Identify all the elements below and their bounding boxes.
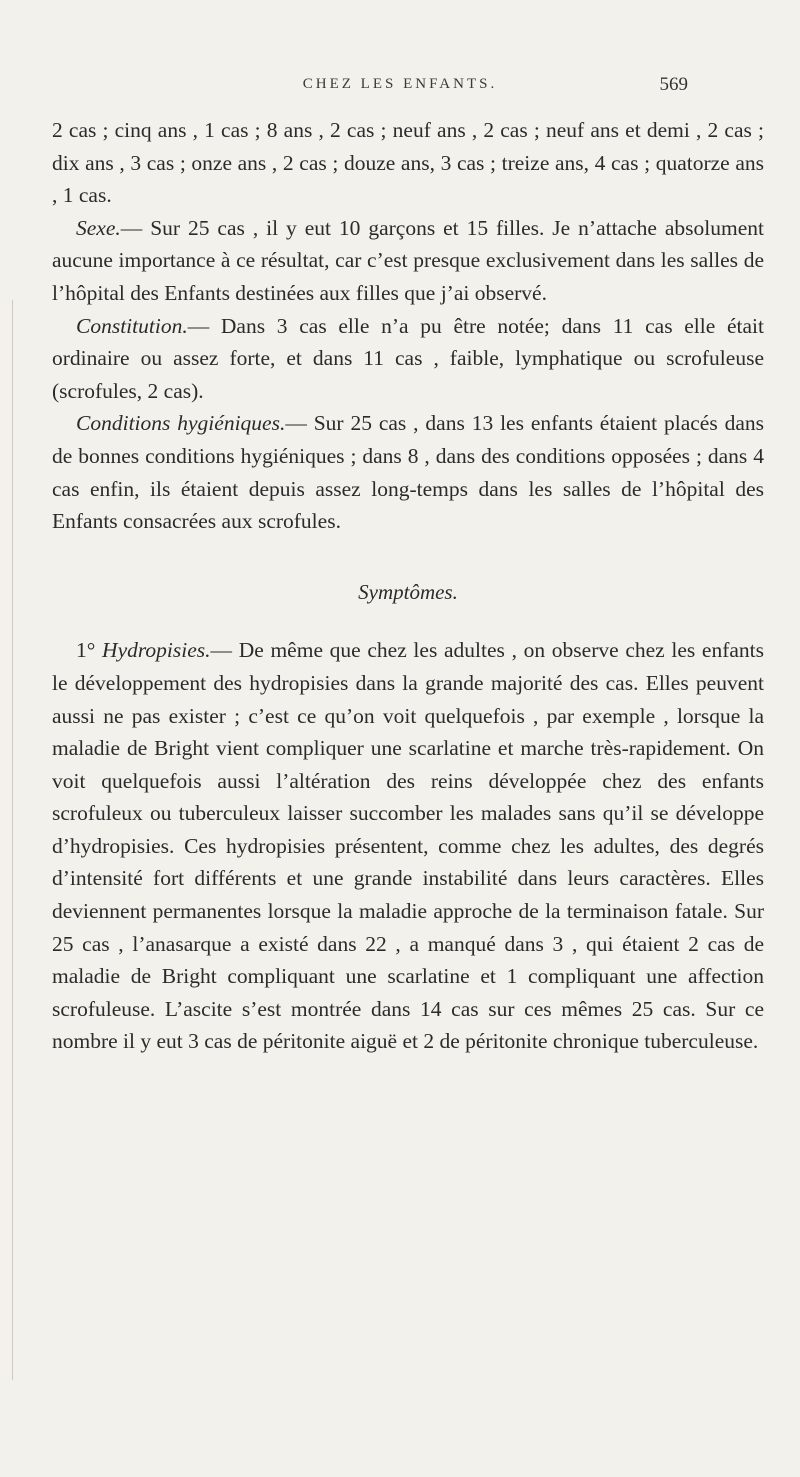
running-head: CHEZ LES ENFANTS. (302, 76, 498, 92)
page-body (52, 114, 764, 1058)
constitution-label: Constitution. (76, 313, 188, 338)
section-title: Symptômes. (358, 579, 458, 604)
hydropisies-text: — De même que chez les adultes , on observe chez les enfants le développement des hydropisies dans la grande majorité des cas. Elles peuvent aussi ne pas exister ; c’est ce qu’on voit quelquefois , par exemple , lorsque la maladie de Bright vient compliquer une scarlatine et marche très-rapidement. On voit quelquefois aussi l’altération des reins développée chez des enfants scrofuleux ou tuberculeux laisser succomber les malades sans qu’il se développe d’hydropisies. Ces hydropisies présentent, comme chez les adultes, des degrés d’intensité fort différents et une grande instabilité dans leurs caractères. Elles deviennent permanentes lorsque la maladie approche de la terminaison fatale. Sur 25 cas , l’anasarque a existé dans 22 , a manqué dans 3 , qui étaient 2 cas de maladie de Bright compliquant une scarlatine et 1 compliquant une affection scrofuleuse. L’ascite s’est montrée dans 14 cas sur ces mêmes 25 cas. Sur ce nombre il y eut 3 cas de péritonite aiguë et 2 de péritonite chronique tuberculeuse. (52, 638, 765, 1054)
page-edge-line (12, 300, 13, 1380)
conditions-paragraph (52, 407, 764, 537)
constitution-text: — Dans 3 cas elle n’a pu être notée; dans 11 cas elle était ordinaire ou assez forte, et dans 11 cas , faible, lymphatique ou scrofuleuse (scrofules, 2 cas). (52, 313, 764, 403)
page-number: 569 (659, 74, 688, 95)
ages-paragraph: 2 cas ; cinq ans , 1 cas ; 8 ans , 2 cas ; neuf ans , 2 cas ; neuf ans et demi , 2 cas ; dix ans , 3 cas ; onze ans , 2 cas ; douze ans, 3 cas ; treize ans, 4 cas ; quatorze ans , 1 cas. (52, 118, 764, 208)
hydropisies-number: 1° (76, 638, 96, 663)
page-header (0, 76, 800, 104)
hydropisies-label: Hydropisies. (102, 638, 211, 663)
conditions-label: Conditions hygiéniques. (76, 411, 286, 436)
conditions-text: — Sur 25 cas , dans 13 les enfants étaient placés dans de bonnes conditions hygiéniques ; dans 8 , dans des conditions opposées ; dans 4 cas enfin, ils étaient depuis assez long-temps dans les salles de l’hôpital des Enfants consacrées aux scrofules. (52, 411, 764, 534)
hydropisies-paragraph (52, 634, 764, 1058)
sexe-label: Sexe. (76, 215, 121, 240)
constitution-paragraph (52, 310, 764, 408)
sexe-text: — Sur 25 cas , il y eut 10 garçons et 15 filles. Je n’attache absolument aucune importance à ce résultat, car c’est presque exclusivement dans les salles de l’hôpital des Enfants destinées aux filles que j’ai observé. (52, 215, 764, 305)
sexe-paragraph (52, 212, 764, 310)
